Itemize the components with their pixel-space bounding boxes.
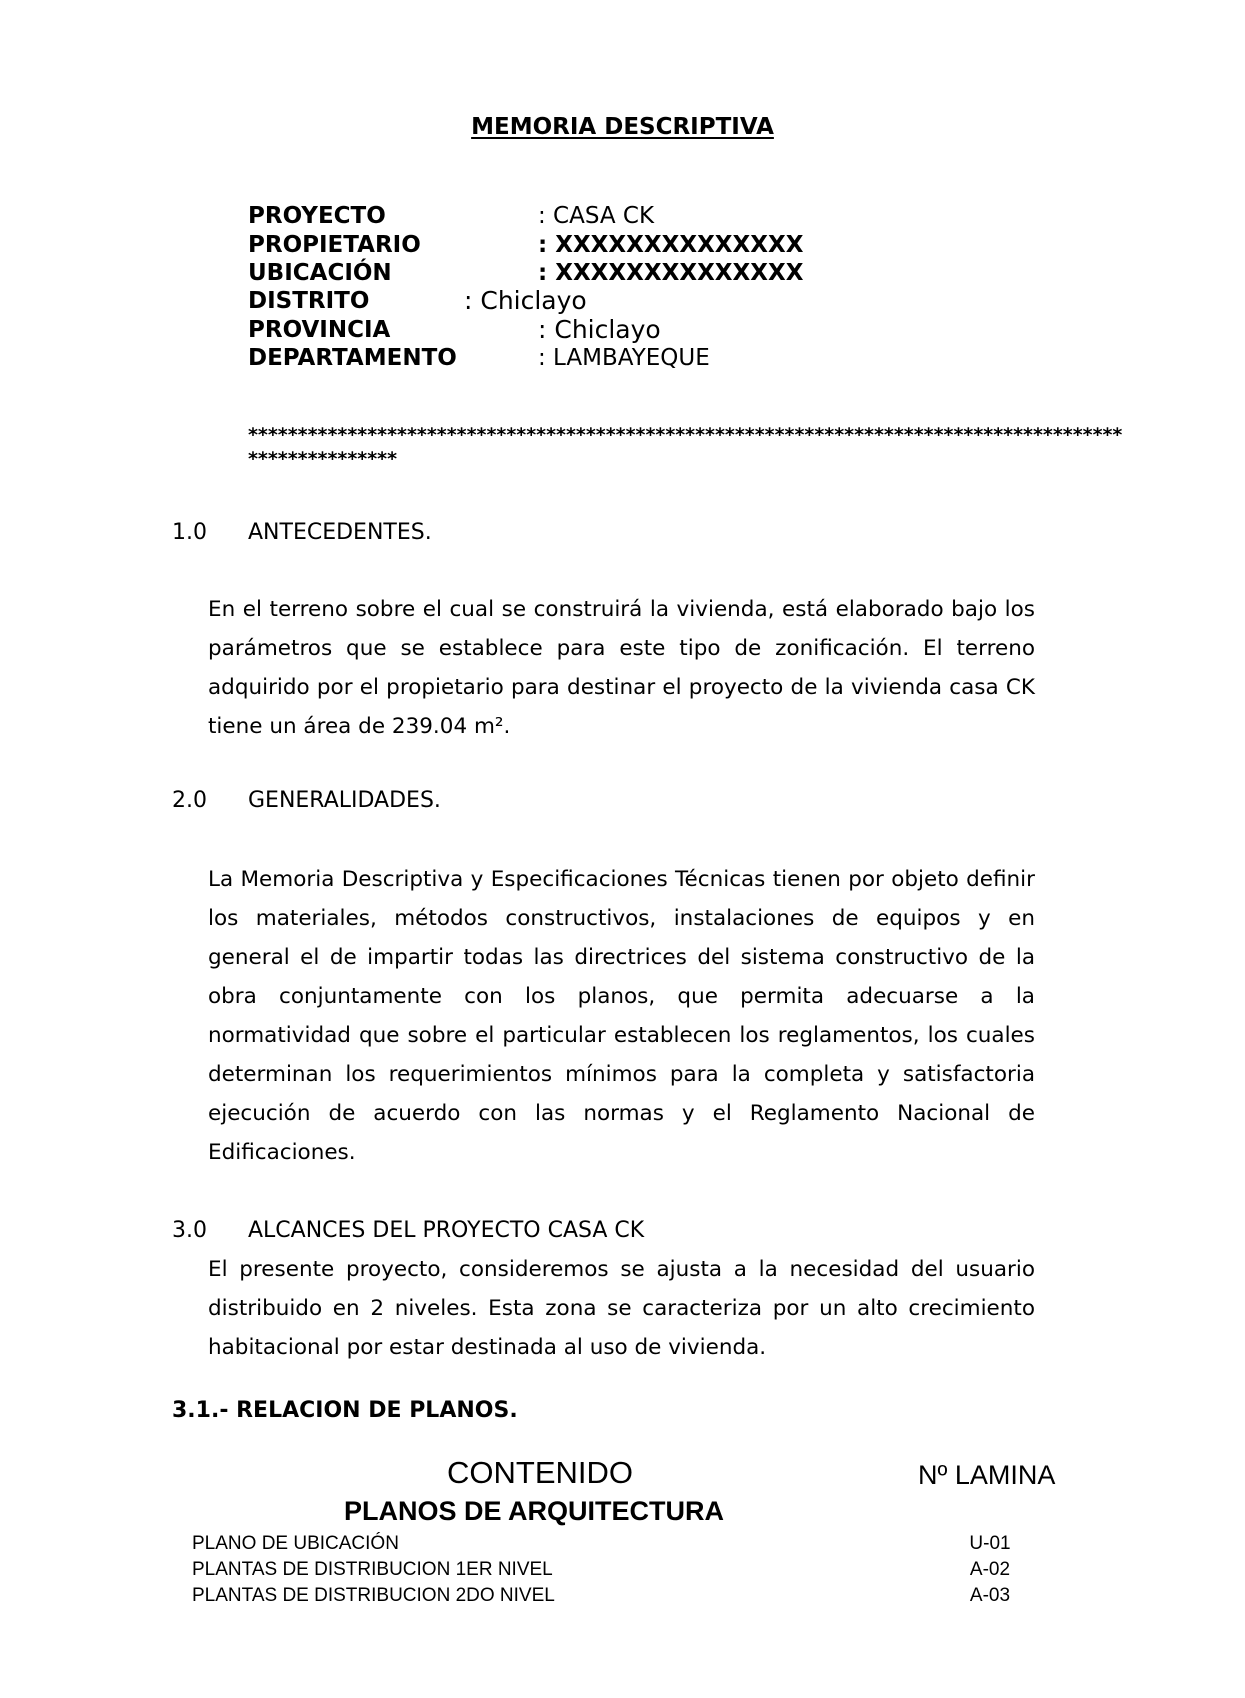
info-value-distrito: : Chiclayo <box>464 286 587 315</box>
plan-table-row-code: A-02 <box>969 1559 1011 1580</box>
separator-stars-line-2: *************** <box>248 448 398 470</box>
plan-table-row-name: PLANTAS DE DISTRIBUCION 1ER NIVEL <box>192 1559 553 1580</box>
section-3-number: 3.0 <box>172 1218 207 1243</box>
subsection-3-1-title: 3.1.- RELACION DE PLANOS. <box>172 1398 518 1423</box>
info-label-provincia: PROVINCIA <box>248 317 391 343</box>
section-2-text: La Memoria Descriptiva y Especificaciones Técnicas tienen por objeto definir los materiales, métodos constructivos, instalaciones de equipos y en general el de impartir todas las directrices del sistema constructivo de la obra conjuntamente con los planos, que permita adecuarse a la normatividad que sobre el particular establecen los reglamentos, los cuales determinan los requerimientos mínimos para la completa y satisfactoria ejecución de acuerdo con las normas y el Reglamento Nacional de Edificaciones. <box>208 867 1035 1165</box>
plan-table-row-code: U-01 <box>969 1533 1011 1554</box>
section-3-text: El presente proyecto, consideremos se ajusta a la necesidad del usuario distribuido en 2 niveles. Esta zona se caracteriza por un alto crecimiento habitacional por estar destinada al uso de vivienda. <box>208 1257 1035 1360</box>
info-value-propietario: : XXXXXXXXXXXXXX <box>538 232 804 258</box>
info-label-ubicacion: UBICACIÓN <box>248 260 392 286</box>
section-2-number: 2.0 <box>172 788 207 813</box>
plan-table-row-code: A-03 <box>969 1585 1011 1606</box>
plan-table-row-name: PLANTAS DE DISTRIBUCION 2DO NIVEL <box>192 1585 555 1606</box>
section-1-text: En el terreno sobre el cual se construirá la vivienda, está elaborado bajo los parámetros que se establece para este tipo de zonificación. El terreno adquirido por el propietario para destinar el proyecto de la vivienda casa CK tiene un área de 239.04 m². <box>208 597 1035 739</box>
info-label-distrito: DISTRITO <box>248 288 370 314</box>
info-label-propietario: PROPIETARIO <box>248 232 421 258</box>
info-value-proyecto: : CASA CK <box>538 203 655 229</box>
section-1-number: 1.0 <box>172 520 207 545</box>
section-2-title: GENERALIDADES. <box>248 788 441 813</box>
info-label-departamento: DEPARTAMENTO <box>248 345 457 371</box>
info-value-departamento: : LAMBAYEQUE <box>538 345 710 371</box>
section-1-title: ANTECEDENTES. <box>248 520 432 545</box>
info-label-proyecto: PROYECTO <box>248 203 386 229</box>
separator-stars-line-1: **************************************************************************************** <box>248 424 1123 446</box>
section-3-title: ALCANCES DEL PROYECTO CASA CK <box>248 1218 645 1243</box>
plan-table-header-content: CONTENIDO <box>447 1455 633 1490</box>
plan-table-group-title: PLANOS DE ARQUITECTURA <box>344 1496 725 1526</box>
plan-table-row-name: PLANO DE UBICACIÓN <box>192 1533 399 1554</box>
info-value-provincia: : Chiclayo <box>538 315 661 344</box>
document-title: MEMORIA DESCRIPTIVA <box>471 114 774 140</box>
info-value-ubicacion: : XXXXXXXXXXXXXX <box>538 260 804 286</box>
plan-table-header-sheet: Nº LAMINA <box>918 1460 1056 1490</box>
